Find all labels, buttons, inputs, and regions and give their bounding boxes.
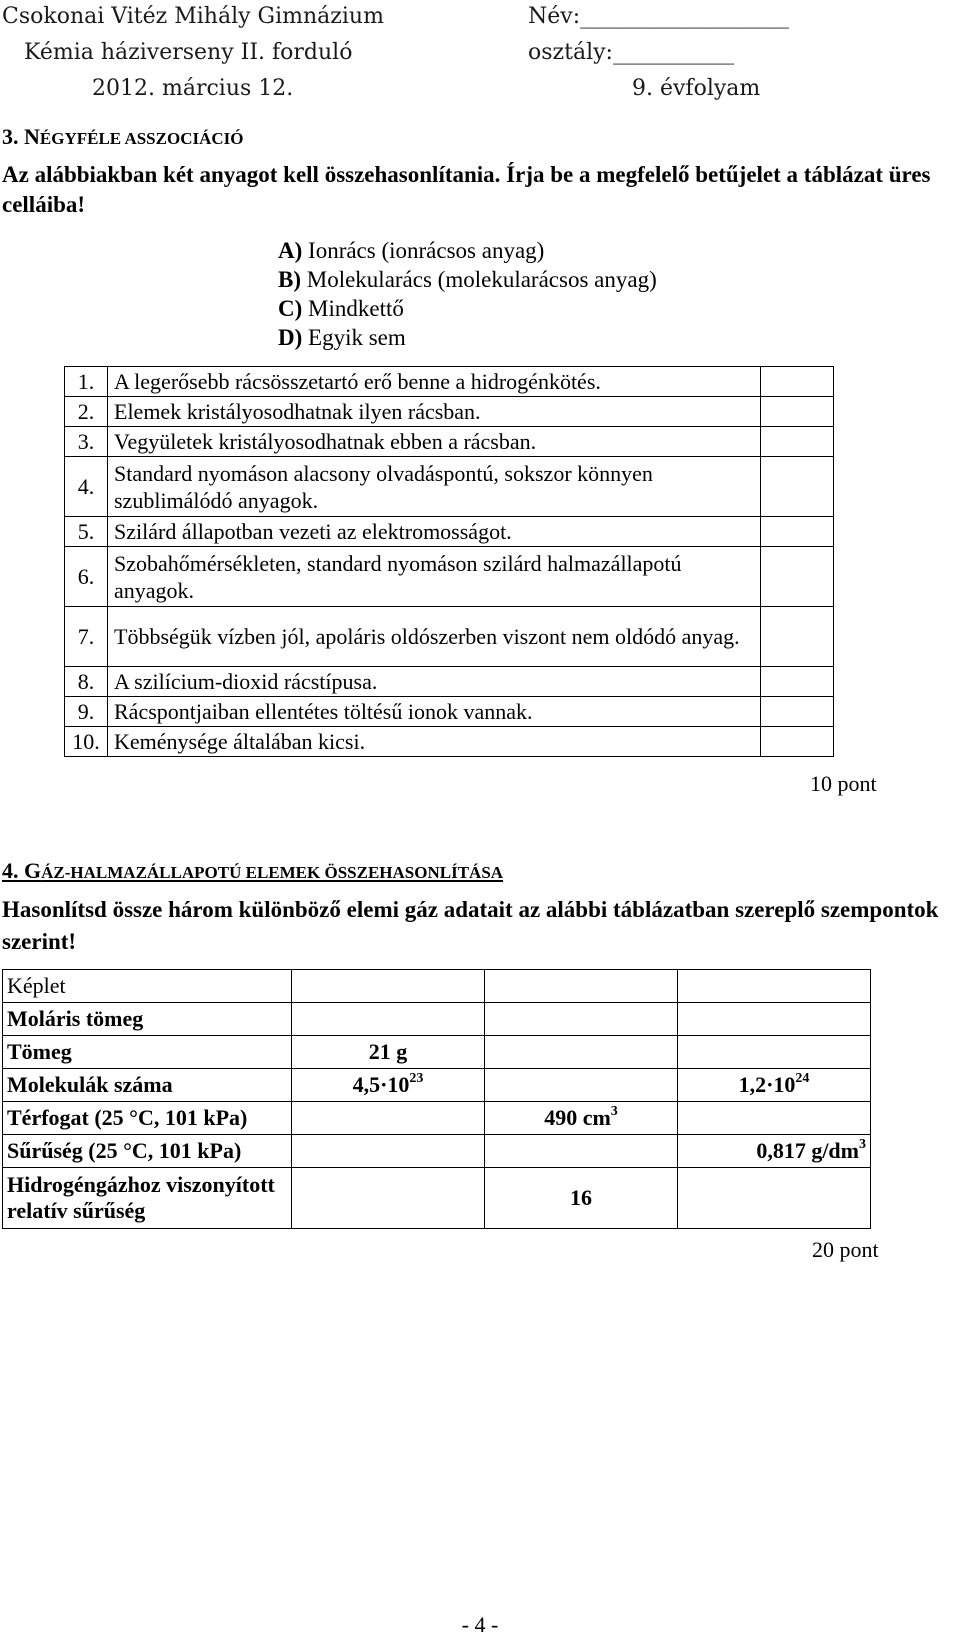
cell[interactable] <box>485 1036 678 1069</box>
answer-cell[interactable] <box>761 517 834 547</box>
relative-density-value: 16 <box>485 1168 678 1229</box>
question-number: 4. <box>65 457 108 517</box>
option-a: A) Ionrács (ionrácsos anyag) <box>278 238 545 263</box>
cell[interactable] <box>678 1003 871 1036</box>
answer-cell[interactable] <box>761 427 834 457</box>
school-name: Csokonai Vitéz Mihály Gimnázium <box>2 4 384 29</box>
name-field-label: Név:___________________ <box>528 4 790 29</box>
section4-title-rest: ÁZ-HALMAZÁLLAPOTÚ ELEMEK ÖSSZEHASONLÍTÁSA <box>41 863 504 882</box>
answer-cell[interactable] <box>761 607 834 667</box>
section3-points: 10 pont <box>810 771 877 796</box>
row-label-molecules: Molekulák száma <box>3 1069 292 1102</box>
molecules-value-1: $4,5\cdot 10^{23}$ <box>292 1069 485 1102</box>
question-text: Szobahőmérsékleten, standard nyomáson szilárd halmazállapotú anyagok. <box>108 547 761 607</box>
question-number: 6. <box>65 547 108 607</box>
molecules-value-3: $1,2\cdot 10^{24}$ <box>678 1069 871 1102</box>
cell[interactable] <box>292 1135 485 1168</box>
table-row <box>65 367 834 397</box>
question-number: 7. <box>65 607 108 667</box>
gas-comparison-table <box>2 969 871 1229</box>
answer-options <box>278 236 657 352</box>
question-text: Elemek kristályosodhatnak ilyen rácsban. <box>108 397 761 427</box>
class-field-label: osztály:___________ <box>528 40 734 65</box>
table-row <box>65 547 834 607</box>
question-number: 9. <box>65 697 108 727</box>
question-text: Vegyületek kristályosodhatnak ebben a rácsban. <box>108 427 761 457</box>
cell[interactable] <box>292 1102 485 1135</box>
table-row <box>3 1069 871 1102</box>
table-row <box>65 607 834 667</box>
section3-title-rest: ÉGYFÉLE ASSZOCIÁCIÓ <box>39 129 244 148</box>
answer-cell[interactable] <box>761 547 834 607</box>
table-row <box>65 457 834 517</box>
section4-points: 20 pont <box>812 1237 879 1262</box>
cell[interactable] <box>292 1003 485 1036</box>
table-row <box>65 397 834 427</box>
question-text: Standard nyomáson alacsony olvadáspontú, sokszor könnyen szublimálódó anyagok. <box>108 457 761 517</box>
answer-cell[interactable] <box>761 457 834 517</box>
row-label-molar-mass: Moláris tömeg <box>3 1003 292 1036</box>
table-row <box>65 727 834 757</box>
page-number: - 4 - <box>461 1612 499 1637</box>
section3-instruction: Az alábbiakban két anyagot kell összehasonlítania. Írja be a megfelelő betűjelet a táblázat üres celláiba! <box>2 162 931 217</box>
cell[interactable] <box>292 970 485 1003</box>
cell[interactable] <box>485 970 678 1003</box>
table-row <box>3 1135 871 1168</box>
table-row <box>3 1036 871 1069</box>
competition-title: Kémia háziverseny II. forduló <box>24 40 353 65</box>
cell[interactable] <box>678 1102 871 1135</box>
question-text: Többségük vízben jól, apoláris oldószerben viszont nem oldódó anyag. <box>108 607 761 667</box>
answer-cell[interactable] <box>761 727 834 757</box>
date: 2012. március 12. <box>92 76 294 101</box>
answer-cell[interactable] <box>761 397 834 427</box>
question-text: A szilícium-dioxid rácstípusa. <box>108 667 761 697</box>
cell[interactable] <box>485 1069 678 1102</box>
question-text: Keménysége általában kicsi. <box>108 727 761 757</box>
table-row <box>65 517 834 547</box>
answer-cell[interactable] <box>761 667 834 697</box>
question-text: Rácspontjaiban ellentétes töltésű ionok vannak. <box>108 697 761 727</box>
row-label-volume: Térfogat (25 °C, 101 kPa) <box>3 1102 292 1135</box>
question-text: Szilárd állapotban vezeti az elektromosságot. <box>108 517 761 547</box>
cell[interactable] <box>678 970 871 1003</box>
question-number: 2. <box>65 397 108 427</box>
section3-title-num: 3. N <box>2 124 40 149</box>
row-label-mass: Tömeg <box>3 1036 292 1069</box>
question-number: 3. <box>65 427 108 457</box>
volume-value: 490 $cm^3$ <box>485 1102 678 1135</box>
option-c: C) Mindkettő <box>278 296 404 321</box>
row-label-formula: Képlet <box>3 970 292 1003</box>
table-row <box>3 970 871 1003</box>
cell[interactable] <box>678 1036 871 1069</box>
option-d: D) Egyik sem <box>278 325 406 350</box>
mass-value: 21 g <box>292 1036 485 1069</box>
table-row <box>65 427 834 457</box>
section3-title <box>2 124 243 150</box>
cell[interactable] <box>678 1168 871 1229</box>
cell[interactable] <box>485 1003 678 1036</box>
question-number: 8. <box>65 667 108 697</box>
table-row <box>65 667 834 697</box>
association-table <box>64 366 834 757</box>
table-row <box>3 1102 871 1135</box>
section4-instruction: Hasonlítsd össze három különböző elemi gáz adatait az alábbi táblázatban szereplő szempontok szerint! <box>2 897 939 954</box>
row-label-density: Sűrűség (25 °C, 101 kPa) <box>3 1135 292 1168</box>
cell[interactable] <box>485 1135 678 1168</box>
option-b: B) Molekularács (molekularácsos anyag) <box>278 267 657 292</box>
section4-title <box>2 858 503 884</box>
question-number: 5. <box>65 517 108 547</box>
table-row <box>3 1168 871 1229</box>
table-row <box>65 697 834 727</box>
row-label-relative-density: Hidrogéngázhoz viszonyított relatív sűrűség <box>3 1168 292 1229</box>
table-row <box>3 1003 871 1036</box>
density-value: 0,817 $g/dm^3$ <box>678 1135 871 1168</box>
question-number: 1. <box>65 367 108 397</box>
cell[interactable] <box>292 1168 485 1229</box>
section4-title-num: 4. G <box>2 858 42 883</box>
answer-cell[interactable] <box>761 367 834 397</box>
answer-cell[interactable] <box>761 697 834 727</box>
question-text: A legerősebb rácsösszetartó erő benne a hidrogénkötés. <box>108 367 761 397</box>
question-number: 10. <box>65 727 108 757</box>
grade: 9. évfolyam <box>632 76 761 101</box>
